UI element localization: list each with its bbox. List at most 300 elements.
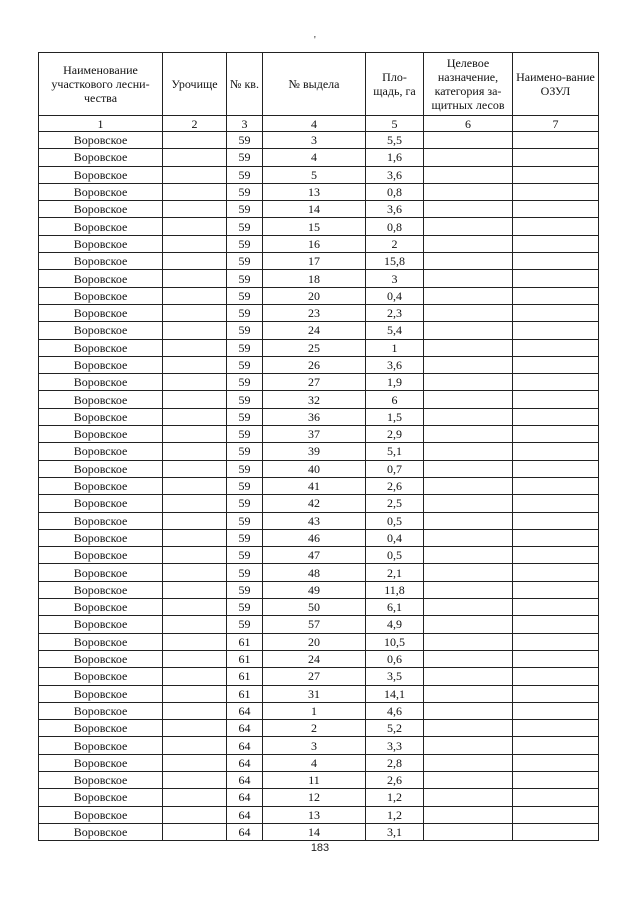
table-row: [39, 287, 599, 304]
cell-purpose-category: [424, 754, 513, 771]
cell-quarter-number: 59: [227, 304, 263, 321]
cell-ozul-name: [513, 253, 599, 270]
cell-tract: [163, 616, 227, 633]
cell-ozul-name: [513, 304, 599, 321]
table-row: [39, 304, 599, 321]
cell-vydel-number: 4: [263, 149, 366, 166]
table-row: [39, 599, 599, 616]
cell-forestry-name: Воровское: [39, 339, 163, 356]
cell-tract: [163, 132, 227, 149]
cell-purpose-category: [424, 460, 513, 477]
cell-quarter-number: 59: [227, 166, 263, 183]
cell-quarter-number: 59: [227, 132, 263, 149]
table-row: [39, 564, 599, 581]
cell-area: 6: [366, 391, 424, 408]
cell-forestry-name: Воровское: [39, 633, 163, 650]
column-number: 5: [366, 116, 424, 132]
cell-quarter-number: 59: [227, 581, 263, 598]
table-row: [39, 754, 599, 771]
cell-purpose-category: [424, 547, 513, 564]
cell-ozul-name: [513, 391, 599, 408]
cell-tract: [163, 806, 227, 823]
cell-tract: [163, 408, 227, 425]
cell-vydel-number: 47: [263, 547, 366, 564]
cell-tract: [163, 564, 227, 581]
cell-area: 2,1: [366, 564, 424, 581]
cell-ozul-name: [513, 823, 599, 840]
cell-purpose-category: [424, 495, 513, 512]
cell-tract: [163, 201, 227, 218]
cell-area: 0,7: [366, 460, 424, 477]
cell-purpose-category: [424, 720, 513, 737]
cell-ozul-name: [513, 495, 599, 512]
table-row: [39, 374, 599, 391]
table-row: [39, 685, 599, 702]
cell-vydel-number: 13: [263, 806, 366, 823]
cell-ozul-name: [513, 564, 599, 581]
cell-vydel-number: 24: [263, 322, 366, 339]
cell-forestry-name: Воровское: [39, 495, 163, 512]
column-number: 4: [263, 116, 366, 132]
header-row: [39, 53, 599, 116]
cell-ozul-name: [513, 702, 599, 719]
cell-forestry-name: Воровское: [39, 166, 163, 183]
cell-purpose-category: [424, 322, 513, 339]
cell-ozul-name: [513, 512, 599, 529]
cell-forestry-name: Воровское: [39, 477, 163, 494]
column-number: 1: [39, 116, 163, 132]
cell-purpose-category: [424, 218, 513, 235]
cell-area: 2,3: [366, 304, 424, 321]
cell-forestry-name: Воровское: [39, 668, 163, 685]
cell-purpose-category: [424, 599, 513, 616]
cell-quarter-number: 64: [227, 754, 263, 771]
table-row: [39, 512, 599, 529]
cell-purpose-category: [424, 201, 513, 218]
cell-ozul-name: [513, 408, 599, 425]
cell-tract: [163, 512, 227, 529]
cell-purpose-category: [424, 529, 513, 546]
cell-quarter-number: 59: [227, 253, 263, 270]
cell-ozul-name: [513, 650, 599, 667]
cell-quarter-number: 59: [227, 564, 263, 581]
cell-vydel-number: 37: [263, 426, 366, 443]
cell-quarter-number: 59: [227, 426, 263, 443]
cell-area: 3: [366, 270, 424, 287]
cell-quarter-number: 61: [227, 685, 263, 702]
cell-vydel-number: 43: [263, 512, 366, 529]
cell-vydel-number: 27: [263, 668, 366, 685]
cell-quarter-number: 59: [227, 356, 263, 373]
cell-vydel-number: 27: [263, 374, 366, 391]
table-row: [39, 149, 599, 166]
cell-area: 2,5: [366, 495, 424, 512]
cell-purpose-category: [424, 477, 513, 494]
cell-quarter-number: 64: [227, 737, 263, 754]
cell-quarter-number: 59: [227, 339, 263, 356]
cell-purpose-category: [424, 789, 513, 806]
cell-quarter-number: 59: [227, 287, 263, 304]
table-row: [39, 253, 599, 270]
cell-tract: [163, 720, 227, 737]
cell-ozul-name: [513, 754, 599, 771]
cell-forestry-name: Воровское: [39, 183, 163, 200]
cell-forestry-name: Воровское: [39, 460, 163, 477]
cell-purpose-category: [424, 339, 513, 356]
cell-quarter-number: 64: [227, 771, 263, 788]
cell-ozul-name: [513, 339, 599, 356]
cell-vydel-number: 17: [263, 253, 366, 270]
cell-purpose-category: [424, 149, 513, 166]
cell-ozul-name: [513, 460, 599, 477]
cell-vydel-number: 13: [263, 183, 366, 200]
cell-quarter-number: 59: [227, 374, 263, 391]
cell-forestry-name: Воровское: [39, 771, 163, 788]
cell-vydel-number: 3: [263, 132, 366, 149]
cell-vydel-number: 15: [263, 218, 366, 235]
header-purpose-category: Целевое назначение, категория за-щитных лесов: [424, 53, 513, 116]
cell-vydel-number: 39: [263, 443, 366, 460]
cell-area: 15,8: [366, 253, 424, 270]
cell-vydel-number: 40: [263, 460, 366, 477]
cell-ozul-name: [513, 547, 599, 564]
cell-area: 2,8: [366, 754, 424, 771]
cell-tract: [163, 322, 227, 339]
cell-purpose-category: [424, 166, 513, 183]
table-row: [39, 218, 599, 235]
cell-forestry-name: Воровское: [39, 391, 163, 408]
table-row: [39, 132, 599, 149]
cell-tract: [163, 702, 227, 719]
cell-vydel-number: 5: [263, 166, 366, 183]
cell-ozul-name: [513, 599, 599, 616]
cell-quarter-number: 64: [227, 702, 263, 719]
cell-purpose-category: [424, 737, 513, 754]
cell-vydel-number: 41: [263, 477, 366, 494]
cell-tract: [163, 304, 227, 321]
cell-forestry-name: Воровское: [39, 270, 163, 287]
cell-tract: [163, 270, 227, 287]
cell-area: 11,8: [366, 581, 424, 598]
column-number: 2: [163, 116, 227, 132]
cell-quarter-number: 59: [227, 235, 263, 252]
cell-area: 3,6: [366, 356, 424, 373]
cell-vydel-number: 14: [263, 201, 366, 218]
cell-forestry-name: Воровское: [39, 616, 163, 633]
cell-ozul-name: [513, 633, 599, 650]
cell-vydel-number: 57: [263, 616, 366, 633]
cell-vydel-number: 12: [263, 789, 366, 806]
table-row: [39, 823, 599, 840]
cell-tract: [163, 754, 227, 771]
cell-ozul-name: [513, 529, 599, 546]
cell-ozul-name: [513, 201, 599, 218]
cell-vydel-number: 18: [263, 270, 366, 287]
cell-tract: [163, 823, 227, 840]
cell-quarter-number: 64: [227, 789, 263, 806]
cell-forestry-name: Воровское: [39, 581, 163, 598]
cell-area: 1,6: [366, 149, 424, 166]
table-row: [39, 408, 599, 425]
cell-ozul-name: [513, 149, 599, 166]
cell-area: 2,6: [366, 477, 424, 494]
cell-tract: [163, 633, 227, 650]
cell-ozul-name: [513, 477, 599, 494]
cell-vydel-number: 25: [263, 339, 366, 356]
table-row: [39, 771, 599, 788]
header-ozul-name: Наимено-вание ОЗУЛ: [513, 53, 599, 116]
cell-quarter-number: 59: [227, 391, 263, 408]
cell-forestry-name: Воровское: [39, 754, 163, 771]
header-area: Пло-щадь, га: [366, 53, 424, 116]
table-row: [39, 235, 599, 252]
cell-area: 0,6: [366, 650, 424, 667]
cell-purpose-category: [424, 650, 513, 667]
table-row: [39, 183, 599, 200]
cell-tract: [163, 529, 227, 546]
cell-vydel-number: 4: [263, 754, 366, 771]
cell-tract: [163, 685, 227, 702]
cell-ozul-name: [513, 426, 599, 443]
cell-ozul-name: [513, 771, 599, 788]
cell-forestry-name: Воровское: [39, 685, 163, 702]
table-row: [39, 339, 599, 356]
cell-purpose-category: [424, 771, 513, 788]
cell-ozul-name: [513, 287, 599, 304]
table-row: [39, 702, 599, 719]
cell-area: 5,1: [366, 443, 424, 460]
cell-ozul-name: [513, 374, 599, 391]
table-row: [39, 166, 599, 183]
cell-purpose-category: [424, 633, 513, 650]
cell-area: 3,6: [366, 201, 424, 218]
cell-quarter-number: 59: [227, 460, 263, 477]
cell-quarter-number: 59: [227, 599, 263, 616]
cell-ozul-name: [513, 443, 599, 460]
cell-quarter-number: 59: [227, 443, 263, 460]
cell-ozul-name: [513, 685, 599, 702]
cell-quarter-number: 59: [227, 408, 263, 425]
cell-area: 3,1: [366, 823, 424, 840]
cell-forestry-name: Воровское: [39, 235, 163, 252]
cell-purpose-category: [424, 581, 513, 598]
table-row: [39, 426, 599, 443]
cell-tract: [163, 443, 227, 460]
cell-quarter-number: 59: [227, 495, 263, 512]
table-row: [39, 460, 599, 477]
cell-quarter-number: 61: [227, 668, 263, 685]
cell-area: 1,5: [366, 408, 424, 425]
cell-ozul-name: [513, 789, 599, 806]
header-forestry-name: Наименование участкового лесни-чества: [39, 53, 163, 116]
cell-quarter-number: 61: [227, 650, 263, 667]
cell-area: 1,2: [366, 806, 424, 823]
column-number: 3: [227, 116, 263, 132]
cell-purpose-category: [424, 235, 513, 252]
cell-vydel-number: 16: [263, 235, 366, 252]
cell-purpose-category: [424, 685, 513, 702]
cell-area: 0,5: [366, 512, 424, 529]
cell-ozul-name: [513, 322, 599, 339]
cell-area: 0,5: [366, 547, 424, 564]
cell-tract: [163, 374, 227, 391]
cell-quarter-number: 64: [227, 823, 263, 840]
table-row: [39, 443, 599, 460]
cell-quarter-number: 59: [227, 322, 263, 339]
cell-vydel-number: 46: [263, 529, 366, 546]
cell-purpose-category: [424, 806, 513, 823]
cell-tract: [163, 547, 227, 564]
cell-vydel-number: 23: [263, 304, 366, 321]
cell-ozul-name: [513, 737, 599, 754]
cell-vydel-number: 42: [263, 495, 366, 512]
table-row: [39, 356, 599, 373]
table-row: [39, 270, 599, 287]
cell-vydel-number: 24: [263, 650, 366, 667]
cell-forestry-name: Воровское: [39, 132, 163, 149]
cell-vydel-number: 32: [263, 391, 366, 408]
cell-quarter-number: 59: [227, 547, 263, 564]
cell-forestry-name: Воровское: [39, 201, 163, 218]
table-row: [39, 650, 599, 667]
cell-tract: [163, 218, 227, 235]
cell-area: 3,3: [366, 737, 424, 754]
cell-vydel-number: 48: [263, 564, 366, 581]
cell-purpose-category: [424, 304, 513, 321]
cell-area: 5,4: [366, 322, 424, 339]
table-row: [39, 806, 599, 823]
cell-ozul-name: [513, 668, 599, 685]
cell-ozul-name: [513, 356, 599, 373]
cell-area: 6,1: [366, 599, 424, 616]
table-row: [39, 789, 599, 806]
cell-vydel-number: 49: [263, 581, 366, 598]
top-mark: ': [314, 35, 316, 46]
cell-area: 5,5: [366, 132, 424, 149]
cell-vydel-number: 20: [263, 287, 366, 304]
cell-ozul-name: [513, 218, 599, 235]
cell-quarter-number: 59: [227, 616, 263, 633]
cell-area: 4,6: [366, 702, 424, 719]
cell-tract: [163, 668, 227, 685]
cell-quarter-number: 59: [227, 529, 263, 546]
table-row: [39, 581, 599, 598]
cell-area: 1,2: [366, 789, 424, 806]
cell-tract: [163, 460, 227, 477]
table-row: [39, 720, 599, 737]
table-row: [39, 616, 599, 633]
cell-purpose-category: [424, 616, 513, 633]
cell-vydel-number: 11: [263, 771, 366, 788]
cell-forestry-name: Воровское: [39, 564, 163, 581]
cell-forestry-name: Воровское: [39, 304, 163, 321]
cell-area: 10,5: [366, 633, 424, 650]
cell-vydel-number: 3: [263, 737, 366, 754]
column-number: 6: [424, 116, 513, 132]
cell-purpose-category: [424, 391, 513, 408]
table-row: [39, 391, 599, 408]
cell-tract: [163, 356, 227, 373]
cell-forestry-name: Воровское: [39, 512, 163, 529]
cell-forestry-name: Воровское: [39, 650, 163, 667]
cell-vydel-number: 31: [263, 685, 366, 702]
table-row: [39, 737, 599, 754]
cell-ozul-name: [513, 720, 599, 737]
cell-area: 2,6: [366, 771, 424, 788]
cell-forestry-name: Воровское: [39, 443, 163, 460]
cell-forestry-name: Воровское: [39, 789, 163, 806]
cell-forestry-name: Воровское: [39, 720, 163, 737]
header-quarter-number: № кв.: [227, 53, 263, 116]
cell-purpose-category: [424, 287, 513, 304]
cell-ozul-name: [513, 235, 599, 252]
cell-tract: [163, 183, 227, 200]
cell-quarter-number: 59: [227, 201, 263, 218]
header-vydel-number: № выдела: [263, 53, 366, 116]
cell-purpose-category: [424, 374, 513, 391]
cell-quarter-number: 59: [227, 270, 263, 287]
cell-forestry-name: Воровское: [39, 737, 163, 754]
cell-quarter-number: 64: [227, 720, 263, 737]
cell-ozul-name: [513, 166, 599, 183]
cell-purpose-category: [424, 702, 513, 719]
table-row: [39, 633, 599, 650]
page-number: 183: [310, 842, 330, 854]
cell-forestry-name: Воровское: [39, 253, 163, 270]
cell-area: 1: [366, 339, 424, 356]
cell-forestry-name: Воровское: [39, 529, 163, 546]
cell-purpose-category: [424, 426, 513, 443]
cell-forestry-name: Воровское: [39, 322, 163, 339]
cell-purpose-category: [424, 512, 513, 529]
cell-area: 5,2: [366, 720, 424, 737]
cell-purpose-category: [424, 443, 513, 460]
cell-purpose-category: [424, 356, 513, 373]
cell-purpose-category: [424, 183, 513, 200]
cell-forestry-name: Воровское: [39, 426, 163, 443]
table-row: [39, 529, 599, 546]
cell-area: 2: [366, 235, 424, 252]
cell-forestry-name: Воровское: [39, 287, 163, 304]
table-row: [39, 201, 599, 218]
cell-area: 0,4: [366, 529, 424, 546]
cell-forestry-name: Воровское: [39, 408, 163, 425]
cell-tract: [163, 391, 227, 408]
cell-area: 0,4: [366, 287, 424, 304]
forest-plots-table: [38, 52, 599, 841]
cell-purpose-category: [424, 132, 513, 149]
cell-vydel-number: 14: [263, 823, 366, 840]
cell-vydel-number: 36: [263, 408, 366, 425]
cell-ozul-name: [513, 132, 599, 149]
cell-ozul-name: [513, 270, 599, 287]
cell-tract: [163, 426, 227, 443]
cell-tract: [163, 253, 227, 270]
cell-forestry-name: Воровское: [39, 149, 163, 166]
cell-tract: [163, 771, 227, 788]
header-tract: Урочище: [163, 53, 227, 116]
cell-vydel-number: 2: [263, 720, 366, 737]
cell-area: 3,5: [366, 668, 424, 685]
cell-area: 3,6: [366, 166, 424, 183]
cell-tract: [163, 339, 227, 356]
cell-forestry-name: Воровское: [39, 599, 163, 616]
cell-ozul-name: [513, 581, 599, 598]
cell-purpose-category: [424, 564, 513, 581]
table-row: [39, 477, 599, 494]
cell-forestry-name: Воровское: [39, 806, 163, 823]
cell-tract: [163, 581, 227, 598]
